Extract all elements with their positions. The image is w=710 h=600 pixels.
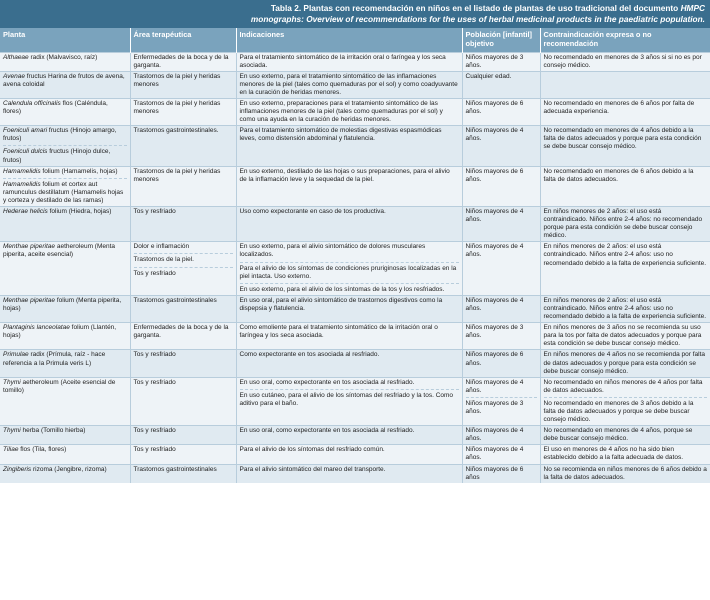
title-line1-italic: HMPC bbox=[680, 3, 705, 13]
cell-indicaciones: En uso oral, como expectorante en tos asociada al resfriado. En uso cutáneo, para el alivio de los síntomas del resfriado y la tos. Como aditivo para el baño. bbox=[236, 377, 462, 425]
table-row bbox=[0, 350, 710, 377]
cell-contraindicacion: No recomendado en menores de 6 años por falta de adecuada experiencia. bbox=[540, 98, 710, 125]
table-row bbox=[0, 295, 710, 322]
cell-indicaciones: En uso externo, preparaciones para el tratamiento sintomático de las inflamaciones menores de la piel (tales como quemaduras por el sol) y como una ayuda en la curación de heridas menores. bbox=[236, 98, 462, 125]
cell-planta: Hederae helicis folium (Hiedra, hojas) bbox=[0, 207, 130, 242]
cell-planta: Avenae fructus Harina de frutos de avena, avena coloidal bbox=[0, 71, 130, 98]
cell-indicaciones: En uso externo, destilado de las hojas o sus preparaciones, para el alivio de la inflamación leve y la sequedad de la piel. bbox=[236, 166, 462, 206]
header-row bbox=[0, 28, 710, 52]
cell-indicaciones: Para el tratamiento sintomático de molestias digestivas espasmódicas leves, como distensión abdominal y flatulencia. bbox=[236, 126, 462, 166]
cell-contraindicacion: No recomendado en menores de 3 años si si no es por consejo médico. bbox=[540, 52, 710, 71]
cell-area: Tos y resfriado bbox=[130, 207, 236, 242]
table-row bbox=[0, 426, 710, 445]
cell-area: Trastornos gastrointestinales bbox=[130, 464, 236, 483]
cell-indicaciones: Para el alivio sintomático del mareo del transporte. bbox=[236, 464, 462, 483]
cell-area: Trastornos de la piel y heridas menores bbox=[130, 71, 236, 98]
cell-area: Trastornos gastrointestinales. bbox=[130, 126, 236, 166]
cell-contraindicacion: En niños menores de 2 años: el uso está contraindicado. Niños entre 2-4 años: uso no recomendado debido a la falta de experiencia suficiente. bbox=[540, 242, 710, 295]
table-title bbox=[0, 0, 710, 28]
table-row bbox=[0, 377, 710, 425]
cell-indicaciones: Para el tratamiento sintomático de la irritación oral o faríngea y los seca asociada. bbox=[236, 52, 462, 71]
cell-planta: Menthae piperitae aetheroleum (Menta piperita, aceite esencial) bbox=[0, 242, 130, 295]
title-line2: monographs: Overview of recommendations for the uses of herbal medicinal products in the paediatric population. bbox=[250, 14, 705, 24]
cell-planta: Hamamelidis folium (Hamamelis, hojas) Hamamelidis folium et cortex aut ramunculus destillatum (Hamamelis hojas y corteza y destilado de las ramas) bbox=[0, 166, 130, 206]
cell-area: Tos y resfriado bbox=[130, 377, 236, 425]
cell-poblacion: Niños mayores de 4 años. bbox=[462, 242, 540, 295]
cell-poblacion: Niños mayores de 6 años. bbox=[462, 166, 540, 206]
cell-poblacion: Niños mayores de 4 años. Niños mayores de 3 años. bbox=[462, 377, 540, 425]
cell-poblacion: Niños mayores de 4 años. bbox=[462, 426, 540, 445]
cell-planta: Zingiberis rizoma (Jengibre, rizoma) bbox=[0, 464, 130, 483]
header-contraindicacion: Contraindicación expresa o no recomendación bbox=[540, 28, 710, 52]
cell-area: Trastornos gastrointestinales bbox=[130, 295, 236, 322]
cell-planta: Tiliae flos (Tila, flores) bbox=[0, 445, 130, 464]
cell-poblacion: Niños mayores de 4 años. bbox=[462, 445, 540, 464]
cell-indicaciones: Como emoliente para el tratamiento sintomático de la irritación oral o faríngea y los seca asociada. bbox=[236, 323, 462, 350]
cell-poblacion: Niños mayores de 4 años. bbox=[462, 295, 540, 322]
cell-area: Dolor e inflamación Trastornos de la piel. Tos y resfriado bbox=[130, 242, 236, 295]
cell-contraindicacion: En niños menores de 2 años: el uso está contraindicado. Niños entre 2-4 años: uso no recomendado debido a la falta de experiencia suficiente. bbox=[540, 295, 710, 322]
cell-poblacion: Niños mayores de 4 años. bbox=[462, 207, 540, 242]
cell-indicaciones: En uso externo, para el tratamiento sintomático de las inflamaciones menores de la piel (tales como quemaduras por el sol) y como coadyuvante en la curación de heridas menores. bbox=[236, 71, 462, 98]
cell-planta: Plantaginis lanceolatae folium (Llantén, hojas) bbox=[0, 323, 130, 350]
table-row bbox=[0, 126, 710, 166]
cell-area: Trastornos de la piel y heridas menores bbox=[130, 98, 236, 125]
cell-area: Tos y resfriado bbox=[130, 350, 236, 377]
table-row bbox=[0, 242, 710, 295]
header-poblacion: Población [infantil] objetivo bbox=[462, 28, 540, 52]
cell-contraindicacion: En niños menores de 3 años no se recomienda su uso para la tos por falta de datos adecuados y porque para esta condición se debe buscar consejo médico. bbox=[540, 323, 710, 350]
cell-contraindicacion bbox=[540, 71, 710, 98]
header-planta: Planta bbox=[0, 28, 130, 52]
title-line1: Tabla 2. Plantas con recomendación en niños en el listado de plantas de uso tradicional del documento bbox=[270, 3, 679, 13]
cell-contraindicacion: No se recomienda en niños menores de 6 años debido a la falta de datos adecuados. bbox=[540, 464, 710, 483]
cell-area: Tos y resfriado bbox=[130, 426, 236, 445]
cell-planta: Primulae radix (Prímula, raíz - hace referencia a la Primula veris L) bbox=[0, 350, 130, 377]
cell-contraindicacion: No recomendado en menores de 4 años, porque se debe buscar consejo médico. bbox=[540, 426, 710, 445]
table-row bbox=[0, 52, 710, 71]
cell-planta: Thymi herba (Tomillo hierba) bbox=[0, 426, 130, 445]
cell-planta: Foeniculi amari fructus (Hinojo amargo, frutos) Foeniculi dulcis fructus (Hinojo dulce, frutos) bbox=[0, 126, 130, 166]
cell-contraindicacion: El uso en menores de 4 años no ha sido bien establecido debido a la falta adecuada de datos. bbox=[540, 445, 710, 464]
cell-poblacion: Cualquier edad. bbox=[462, 71, 540, 98]
cell-area: Trastornos de la piel y heridas menores bbox=[130, 166, 236, 206]
cell-indicaciones: En uso oral, como expectorante en tos asociada al resfriado. bbox=[236, 426, 462, 445]
cell-planta: Calendula officinalis flos (Caléndula, flores) bbox=[0, 98, 130, 125]
table-row bbox=[0, 464, 710, 483]
cell-contraindicacion: En niños menores de 2 años: el uso está contraindicado. Niños entre 2-4 años: no recomendado porque para esta condición se debe buscar consejo médico. bbox=[540, 207, 710, 242]
table-row bbox=[0, 445, 710, 464]
cell-poblacion: Niños mayores de 4 años. bbox=[462, 126, 540, 166]
cell-indicaciones: En uso oral, para el alivio sintomático de trastornos digestivos como la dispepsia y flatulencia. bbox=[236, 295, 462, 322]
cell-poblacion: Niños mayores de 3 años. bbox=[462, 323, 540, 350]
cell-planta: Thymi aetheroleum (Aceite esencial de tomillo) bbox=[0, 377, 130, 425]
header-indicaciones: Indicaciones bbox=[236, 28, 462, 52]
cell-contraindicacion: En niños menores de 4 años no se recomienda por falta de datos adecuados y porque para esta condición se debe buscar consejo médico. bbox=[540, 350, 710, 377]
cell-indicaciones: Como expectorante en tos asociada al resfriado. bbox=[236, 350, 462, 377]
cell-contraindicacion: No recomendado en menores de 4 años debido a la falta de datos adecuados y porque para esta condición se debe buscar consejo médico. bbox=[540, 126, 710, 166]
cell-planta: Althaeae radix (Malvavisco, raíz) bbox=[0, 52, 130, 71]
cell-indicaciones: En uso externo, para el alivio sintomático de dolores musculares localizados. Para el alivio de los síntomas de condiciones pruriginosas localizadas en la piel intacta. Uso externo. En uso externo, para el alivio de los síntomas de la tos y los resfriados. bbox=[236, 242, 462, 295]
cell-area: Enfermedades de la boca y de la garganta. bbox=[130, 52, 236, 71]
cell-indicaciones: Uso como expectorante en caso de tos productiva. bbox=[236, 207, 462, 242]
cell-indicaciones: Para el alivio de los síntomas del resfriado común. bbox=[236, 445, 462, 464]
table-row bbox=[0, 207, 710, 242]
cell-area: Enfermedades de la boca y de la garganta. bbox=[130, 323, 236, 350]
cell-area: Tos y resfriado bbox=[130, 445, 236, 464]
cell-poblacion: Niños mayores de 6 años. bbox=[462, 350, 540, 377]
cell-planta: Menthae piperitae folium (Menta piperita, hojas) bbox=[0, 295, 130, 322]
cell-poblacion: Niños mayores de 6 años. bbox=[462, 98, 540, 125]
cell-contraindicacion: No recomendado en menores de 6 años debido a la falta de datos adecuados. bbox=[540, 166, 710, 206]
table-row bbox=[0, 323, 710, 350]
plants-table bbox=[0, 28, 710, 483]
cell-contraindicacion: No recomendado en niños menores de 4 años por falta de datos adecuados. No recomendado en menores de 3 años debido a la falta de datos adecuados y porque se debe buscar consejo médico. bbox=[540, 377, 710, 425]
cell-poblacion: Niños mayores de 3 años. bbox=[462, 52, 540, 71]
table-row bbox=[0, 71, 710, 98]
table-row bbox=[0, 98, 710, 125]
header-area: Área terapéutica bbox=[130, 28, 236, 52]
table-row bbox=[0, 166, 710, 206]
cell-poblacion: Niños mayores de 6 años bbox=[462, 464, 540, 483]
